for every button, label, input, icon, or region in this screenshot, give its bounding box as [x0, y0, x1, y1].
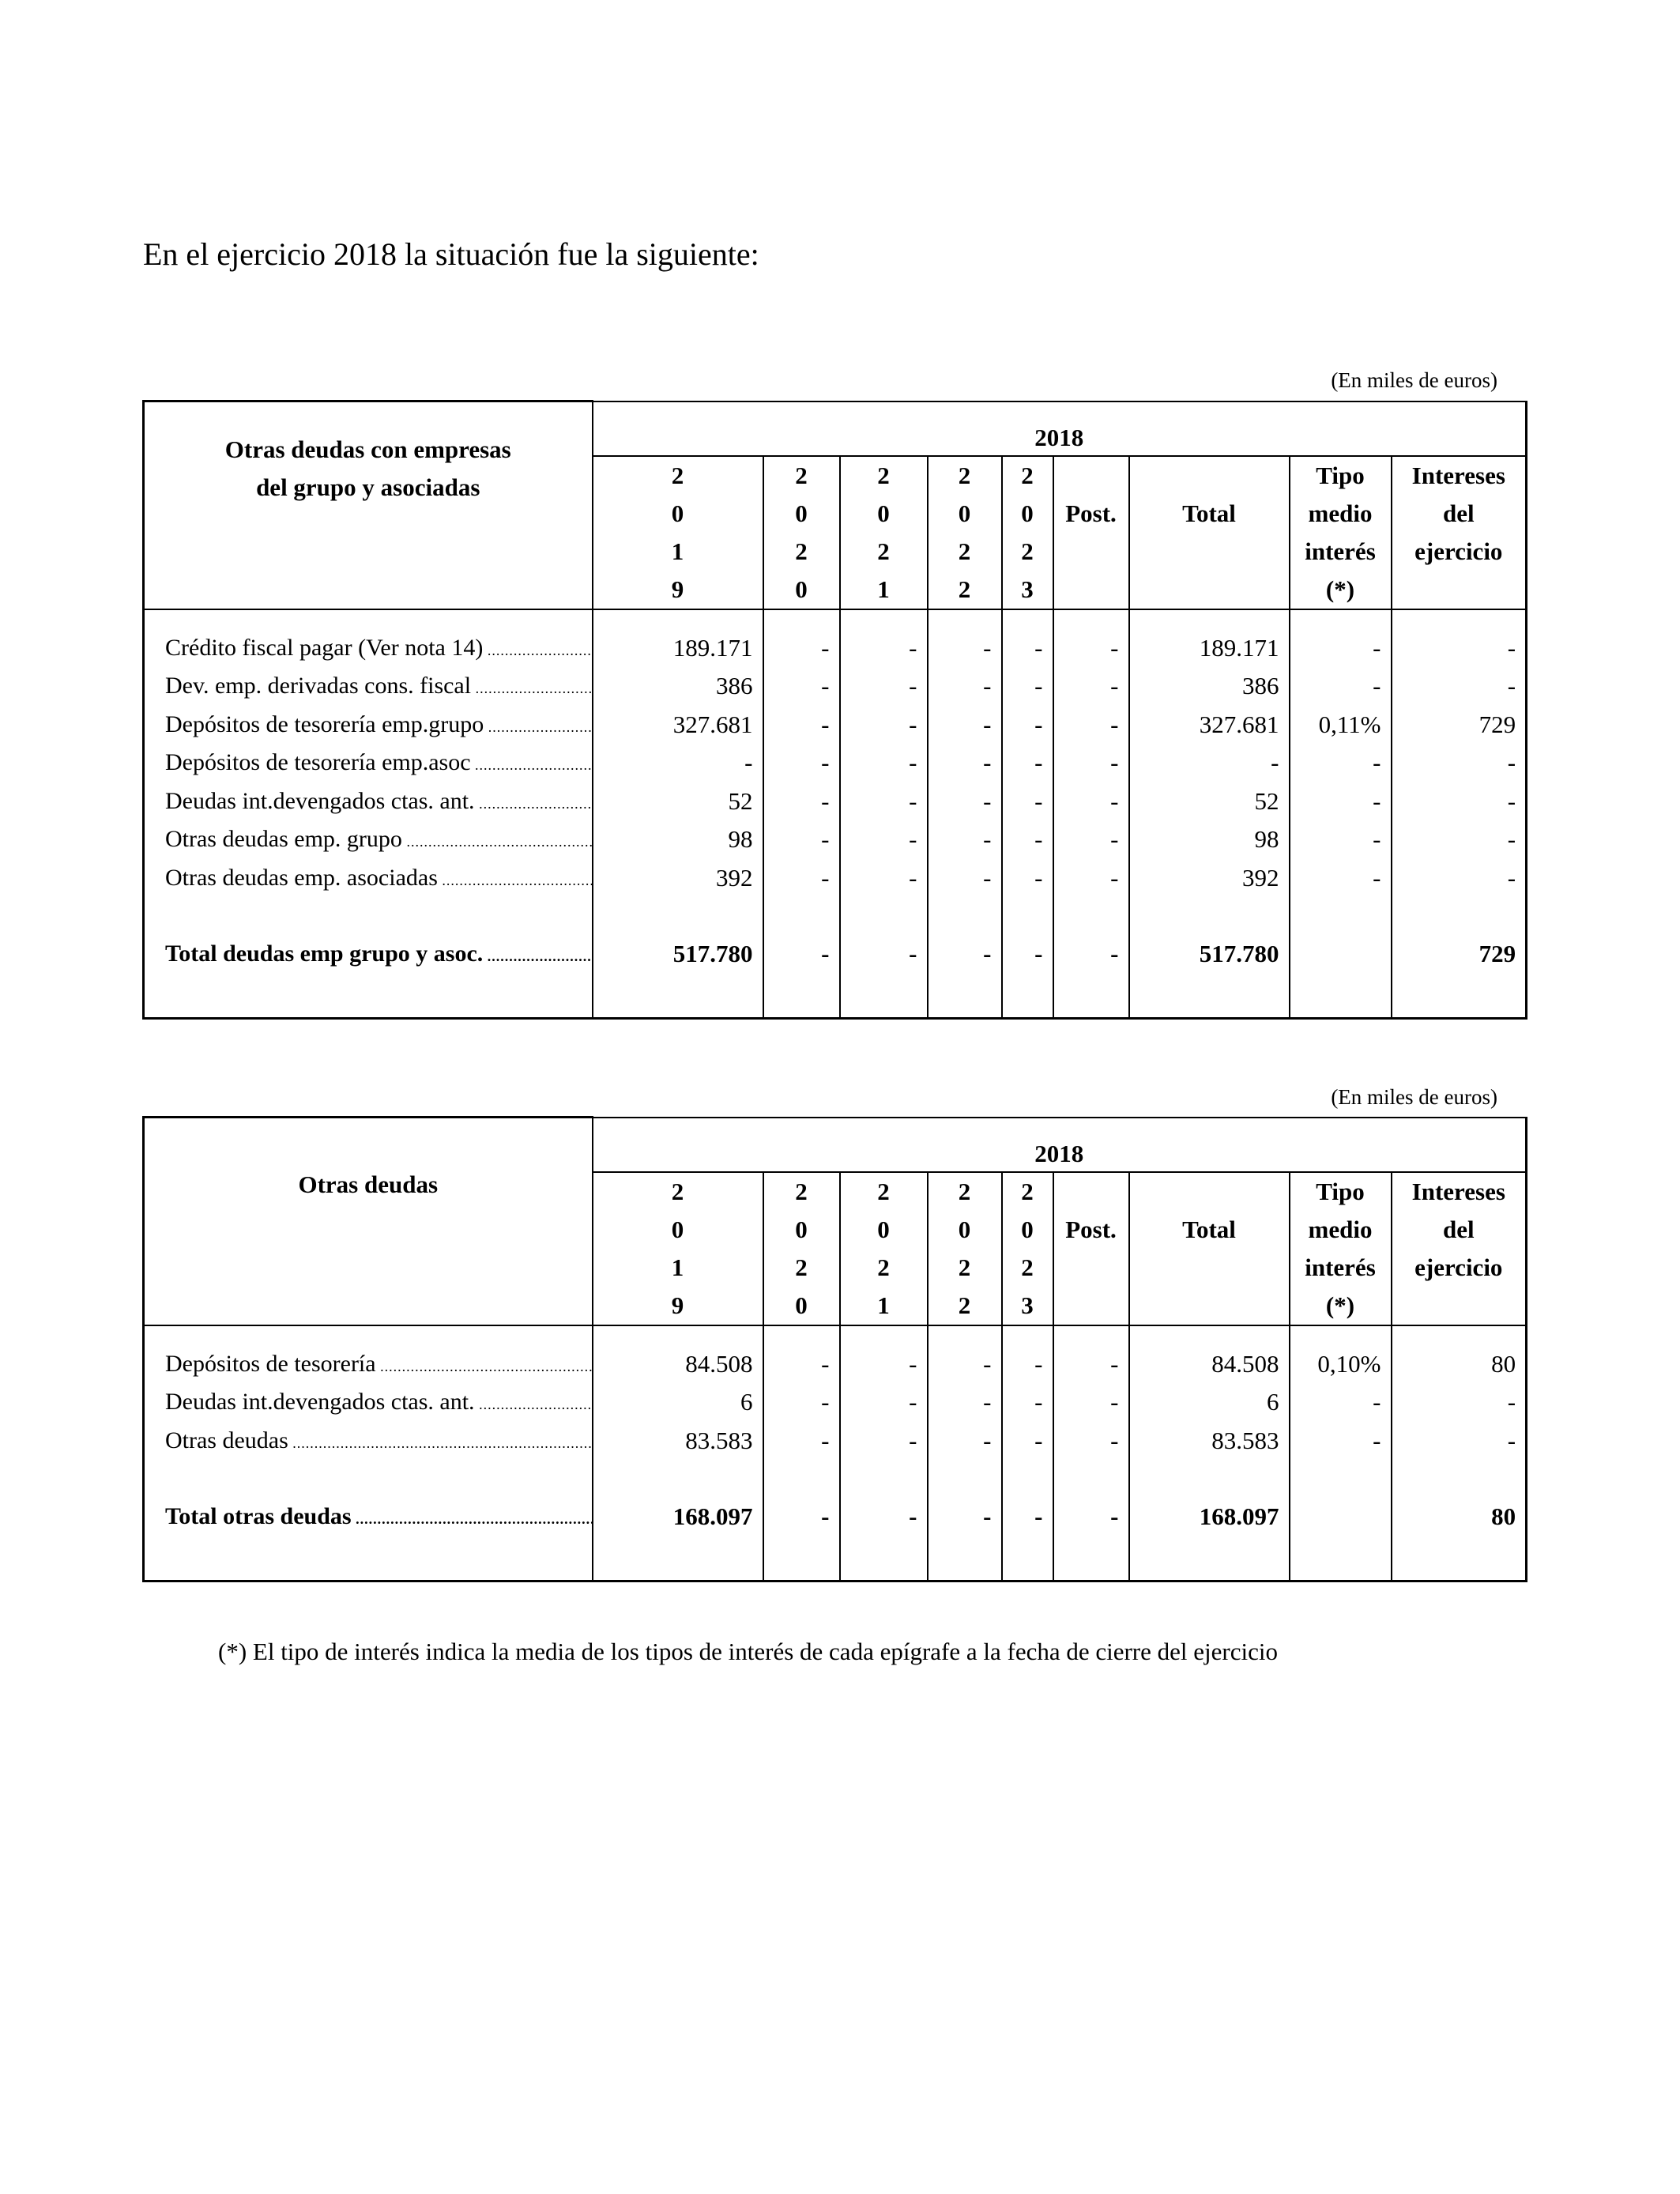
- col-header-y2022: 2: [928, 456, 1002, 495]
- col-header-post: [1053, 456, 1129, 495]
- col-header-y2019: 9: [593, 571, 763, 609]
- total-label: [144, 935, 593, 973]
- cell-value: -: [593, 744, 763, 782]
- spacer: [1392, 1536, 1527, 1581]
- units-label-1: (En miles de euros): [1331, 368, 1497, 392]
- col-header-post: [1053, 1287, 1129, 1325]
- total-value: [1290, 1498, 1392, 1536]
- cell-value: -: [1392, 629, 1527, 668]
- col-header-post: Post.: [1053, 1211, 1129, 1249]
- col-header-tipo: medio: [1290, 495, 1392, 533]
- cell-value: 52: [593, 782, 763, 821]
- row-label-text: Crédito fiscal pagar (Ver nota 14) .....: [165, 635, 592, 662]
- row-label: [144, 1383, 593, 1422]
- cell-value: -: [1053, 629, 1129, 668]
- col-header-y2023: 3: [1002, 571, 1053, 609]
- col-header-y2019: 1: [593, 1249, 763, 1287]
- total-label-text: Total deudas emp grupo y asoc. .....: [165, 941, 592, 967]
- total-value: -: [928, 1498, 1002, 1536]
- total-label-text: Total otras deudas .....: [165, 1503, 592, 1530]
- table-row: [144, 667, 1527, 706]
- cell-value: -: [1002, 820, 1053, 859]
- col-header-y2021: 0: [840, 495, 928, 533]
- cell-value: 0,11%: [1290, 706, 1392, 745]
- cell-value: 392: [593, 859, 763, 898]
- cell-value: 0,10%: [1290, 1345, 1392, 1384]
- spacer: [1002, 609, 1053, 629]
- cell-value: 327.681: [1129, 706, 1290, 745]
- col-header-y2022: 2: [928, 571, 1002, 609]
- col-header-post: [1053, 1249, 1129, 1287]
- spacer: [144, 973, 593, 1019]
- table-row: [144, 629, 1527, 668]
- debts-group-table: [142, 400, 1527, 1020]
- spacer: [144, 1536, 593, 1581]
- cell-value: -: [763, 1422, 840, 1461]
- cell-value: 80: [1392, 1345, 1527, 1384]
- cell-value: -: [1002, 629, 1053, 668]
- col-header-intereses: Intereses: [1392, 1172, 1527, 1211]
- spacer: [763, 897, 840, 935]
- cell-value: 6: [593, 1383, 763, 1422]
- col-header-intereses: del: [1392, 495, 1527, 533]
- cell-value: -: [1290, 859, 1392, 898]
- col-header-y2022: 0: [928, 1211, 1002, 1249]
- col-header-y2023: 0: [1002, 1211, 1053, 1249]
- cell-value: -: [1053, 859, 1129, 898]
- col-header-total: [1129, 456, 1290, 495]
- total-value: [1290, 935, 1392, 973]
- spacer: [1392, 609, 1527, 629]
- spacer: [763, 1536, 840, 1581]
- row-label-text: Otras deudas .....: [165, 1427, 592, 1454]
- cell-value: -: [928, 706, 1002, 745]
- table2-title-line: Otras deudas: [298, 1171, 439, 1198]
- spacer: [840, 1536, 928, 1581]
- spacer: [1053, 1460, 1129, 1498]
- cell-value: -: [1002, 667, 1053, 706]
- col-header-y2019: 9: [593, 1287, 763, 1325]
- spacer: [144, 1460, 593, 1498]
- cell-value: -: [1129, 744, 1290, 782]
- total-value: 168.097: [1129, 1498, 1290, 1536]
- col-header-total: Total: [1129, 1211, 1290, 1249]
- col-header-post: [1053, 1172, 1129, 1211]
- spacer: [1002, 1325, 1053, 1345]
- col-header-y2021: 1: [840, 571, 928, 609]
- cell-value: -: [840, 744, 928, 782]
- intro-text: En el ejercicio 2018 la situación fue la siguiente:: [143, 236, 759, 272]
- col-header-tipo: interés: [1290, 533, 1392, 571]
- cell-value: -: [840, 1345, 928, 1384]
- table1-title: [144, 401, 593, 609]
- col-header-y2022: 2: [928, 533, 1002, 571]
- spacer: [1392, 897, 1527, 935]
- row-label: [144, 1345, 593, 1384]
- col-header-tipo: (*): [1290, 1287, 1392, 1325]
- spacer: [840, 897, 928, 935]
- col-header-total: [1129, 1172, 1290, 1211]
- col-header-post: [1053, 533, 1129, 571]
- col-header-y2020: 0: [763, 1211, 840, 1249]
- table-row: [144, 1345, 1527, 1384]
- col-header-tipo: Tipo: [1290, 1172, 1392, 1211]
- spacer: [593, 973, 763, 1019]
- cell-value: -: [1002, 706, 1053, 745]
- total-value: -: [1053, 1498, 1129, 1536]
- col-header-post: [1053, 571, 1129, 609]
- cell-value: -: [1053, 706, 1129, 745]
- spacer: [928, 1536, 1002, 1581]
- cell-value: -: [840, 1422, 928, 1461]
- total-row: [144, 935, 1527, 973]
- row-label-text: Depósitos de tesorería emp.grupo .....: [165, 711, 592, 738]
- cell-value: -: [763, 706, 840, 745]
- spacer: [1002, 897, 1053, 935]
- spacer: [763, 1460, 840, 1498]
- cell-value: -: [763, 859, 840, 898]
- spacer: [1392, 1325, 1527, 1345]
- cell-value: -: [1002, 744, 1053, 782]
- table-row: [144, 859, 1527, 898]
- col-header-y2023: 2: [1002, 456, 1053, 495]
- total-value: 517.780: [1129, 935, 1290, 973]
- col-header-y2020: 0: [763, 1287, 840, 1325]
- col-header-y2019: 1: [593, 533, 763, 571]
- spacer: [1129, 973, 1290, 1019]
- cell-value: -: [928, 859, 1002, 898]
- col-header-y2022: 2: [928, 1249, 1002, 1287]
- cell-value: -: [840, 859, 928, 898]
- cell-value: -: [840, 782, 928, 821]
- col-header-tipo: Tipo: [1290, 456, 1392, 495]
- cell-value: -: [1002, 782, 1053, 821]
- cell-value: -: [1053, 1345, 1129, 1384]
- col-header-total: [1129, 1249, 1290, 1287]
- table1-title-line: del grupo y asociadas: [256, 473, 480, 501]
- col-header-y2019: 0: [593, 1211, 763, 1249]
- cell-value: 189.171: [1129, 629, 1290, 668]
- spacer: [840, 1460, 928, 1498]
- spacer: [593, 897, 763, 935]
- cell-value: -: [763, 1345, 840, 1384]
- spacer: [1392, 1460, 1527, 1498]
- table-row: [144, 820, 1527, 859]
- cell-value: 83.583: [593, 1422, 763, 1461]
- col-header-y2021: 2: [840, 456, 928, 495]
- row-label: [144, 1422, 593, 1461]
- col-header-intereses: ejercicio: [1392, 1249, 1527, 1287]
- spacer: [1002, 973, 1053, 1019]
- cell-value: 386: [593, 667, 763, 706]
- cell-value: -: [763, 782, 840, 821]
- cell-value: -: [1290, 744, 1392, 782]
- footnote: (*) El tipo de interés indica la media de los tipos de interés de cada epígrafe a la fecha de cierre del ejercicio: [218, 1638, 1278, 1665]
- col-header-intereses: Intereses: [1392, 456, 1527, 495]
- table-row: [144, 1422, 1527, 1461]
- cell-value: -: [1290, 782, 1392, 821]
- col-header-total: [1129, 1287, 1290, 1325]
- row-label-text: Deudas int.devengados ctas. ant. .....: [165, 788, 592, 815]
- total-row: [144, 1498, 1527, 1536]
- col-header-y2022: 2: [928, 1287, 1002, 1325]
- col-header-y2021: 1: [840, 1287, 928, 1325]
- col-header-y2022: 0: [928, 495, 1002, 533]
- col-header-y2021: 2: [840, 533, 928, 571]
- cell-value: -: [1290, 629, 1392, 668]
- cell-value: 392: [1129, 859, 1290, 898]
- row-label: [144, 859, 593, 898]
- col-header-y2019: 2: [593, 456, 763, 495]
- spacer: [763, 973, 840, 1019]
- spacer: [928, 609, 1002, 629]
- col-header-total: [1129, 571, 1290, 609]
- cell-value: -: [1053, 820, 1129, 859]
- table-row: [144, 744, 1527, 782]
- cell-value: -: [1392, 667, 1527, 706]
- spacer: [1053, 973, 1129, 1019]
- cell-value: -: [928, 667, 1002, 706]
- spacer: [1290, 1460, 1392, 1498]
- col-header-y2021: 2: [840, 1172, 928, 1211]
- row-label-text: Depósitos de tesorería .....: [165, 1351, 592, 1378]
- cell-value: -: [928, 1345, 1002, 1384]
- cell-value: 98: [593, 820, 763, 859]
- total-value: -: [928, 935, 1002, 973]
- spacer: [928, 1460, 1002, 1498]
- spacer: [1290, 1325, 1392, 1345]
- units-label-2: (En miles de euros): [1331, 1085, 1497, 1109]
- col-header-y2020: 0: [763, 495, 840, 533]
- table2-title: [144, 1118, 593, 1325]
- col-header-tipo: medio: [1290, 1211, 1392, 1249]
- total-value: -: [840, 1498, 928, 1536]
- table1-title-line: Otras deudas con empresas: [224, 435, 511, 463]
- spacer: [1290, 1536, 1392, 1581]
- col-header-y2020: 2: [763, 1172, 840, 1211]
- cell-value: -: [1392, 859, 1527, 898]
- cell-value: 84.508: [593, 1345, 763, 1384]
- col-header-intereses: [1392, 571, 1527, 609]
- total-value: -: [763, 1498, 840, 1536]
- row-label-text: Dev. emp. derivadas cons. fiscal .....: [165, 673, 592, 699]
- year-header: 2018: [593, 401, 1527, 456]
- col-header-y2019: 2: [593, 1172, 763, 1211]
- cell-value: -: [1392, 744, 1527, 782]
- cell-value: -: [1053, 1422, 1129, 1461]
- row-label: [144, 629, 593, 668]
- spacer: [593, 1325, 763, 1345]
- total-value: -: [1002, 1498, 1053, 1536]
- total-value: 517.780: [593, 935, 763, 973]
- col-header-y2023: 2: [1002, 533, 1053, 571]
- spacer: [1290, 897, 1392, 935]
- spacer: [928, 1325, 1002, 1345]
- col-header-tipo: (*): [1290, 571, 1392, 609]
- spacer: [840, 1325, 928, 1345]
- col-header-y2020: 0: [763, 571, 840, 609]
- row-label-text: Deudas int.devengados ctas. ant. .....: [165, 1389, 592, 1416]
- row-label: [144, 667, 593, 706]
- col-header-y2023: 0: [1002, 495, 1053, 533]
- col-header-y2020: 2: [763, 1249, 840, 1287]
- total-value: 80: [1392, 1498, 1527, 1536]
- row-label: [144, 706, 593, 745]
- col-header-y2020: 2: [763, 456, 840, 495]
- spacer: [1129, 897, 1290, 935]
- other-debts-table: [142, 1116, 1527, 1582]
- col-header-y2020: 2: [763, 533, 840, 571]
- col-header-total: [1129, 533, 1290, 571]
- spacer: [1129, 1325, 1290, 1345]
- spacer: [840, 609, 928, 629]
- cell-value: -: [928, 744, 1002, 782]
- cell-value: -: [840, 629, 928, 668]
- col-header-post: Post.: [1053, 495, 1129, 533]
- cell-value: 6: [1129, 1383, 1290, 1422]
- total-label: [144, 1498, 593, 1536]
- col-header-intereses: del: [1392, 1211, 1527, 1249]
- spacer: [1290, 609, 1392, 629]
- row-label: [144, 782, 593, 821]
- cell-value: -: [763, 1383, 840, 1422]
- cell-value: -: [1392, 1383, 1527, 1422]
- cell-value: 84.508: [1129, 1345, 1290, 1384]
- total-value: -: [763, 935, 840, 973]
- spacer: [1290, 973, 1392, 1019]
- cell-value: -: [1392, 820, 1527, 859]
- total-value: -: [1053, 935, 1129, 973]
- spacer: [1129, 1460, 1290, 1498]
- col-header-y2021: 2: [840, 1249, 928, 1287]
- cell-value: -: [763, 820, 840, 859]
- cell-value: -: [840, 706, 928, 745]
- spacer: [1053, 609, 1129, 629]
- cell-value: -: [928, 1383, 1002, 1422]
- row-label-text: Otras deudas emp. asociadas .....: [165, 865, 592, 892]
- col-header-y2022: 2: [928, 1172, 1002, 1211]
- cell-value: -: [1002, 1422, 1053, 1461]
- spacer: [144, 1325, 593, 1345]
- spacer: [763, 609, 840, 629]
- cell-value: -: [928, 629, 1002, 668]
- cell-value: 98: [1129, 820, 1290, 859]
- cell-value: -: [1053, 667, 1129, 706]
- total-value: 729: [1392, 935, 1527, 973]
- spacer: [1053, 897, 1129, 935]
- cell-value: -: [1002, 1383, 1053, 1422]
- col-header-intereses: ejercicio: [1392, 533, 1527, 571]
- col-header-y2023: 3: [1002, 1287, 1053, 1325]
- cell-value: -: [763, 629, 840, 668]
- spacer: [1392, 973, 1527, 1019]
- total-value: -: [840, 935, 928, 973]
- spacer: [593, 609, 763, 629]
- cell-value: 189.171: [593, 629, 763, 668]
- cell-value: -: [1053, 1383, 1129, 1422]
- cell-value: 386: [1129, 667, 1290, 706]
- spacer: [763, 1325, 840, 1345]
- spacer: [1129, 609, 1290, 629]
- spacer: [928, 973, 1002, 1019]
- cell-value: -: [1290, 1422, 1392, 1461]
- cell-value: -: [1002, 859, 1053, 898]
- table-row: [144, 782, 1527, 821]
- cell-value: -: [1053, 744, 1129, 782]
- cell-value: -: [763, 667, 840, 706]
- cell-value: -: [928, 1422, 1002, 1461]
- spacer: [593, 1460, 763, 1498]
- spacer: [1053, 1536, 1129, 1581]
- cell-value: -: [840, 1383, 928, 1422]
- col-header-y2021: 0: [840, 1211, 928, 1249]
- spacer: [1129, 1536, 1290, 1581]
- col-header-tipo: interés: [1290, 1249, 1392, 1287]
- table-row: [144, 706, 1527, 745]
- cell-value: -: [928, 782, 1002, 821]
- table-row: [144, 1383, 1527, 1422]
- spacer: [1053, 1325, 1129, 1345]
- col-header-total: Total: [1129, 495, 1290, 533]
- cell-value: -: [1392, 782, 1527, 821]
- total-value: 168.097: [593, 1498, 763, 1536]
- cell-value: -: [1290, 820, 1392, 859]
- cell-value: -: [763, 744, 840, 782]
- col-header-intereses: [1392, 1287, 1527, 1325]
- spacer: [144, 897, 593, 935]
- row-label: [144, 820, 593, 859]
- spacer: [1002, 1460, 1053, 1498]
- spacer: [928, 897, 1002, 935]
- year-header: 2018: [593, 1118, 1527, 1172]
- cell-value: 327.681: [593, 706, 763, 745]
- cell-value: -: [1053, 782, 1129, 821]
- total-value: -: [1002, 935, 1053, 973]
- col-header-y2019: 0: [593, 495, 763, 533]
- cell-value: 52: [1129, 782, 1290, 821]
- cell-value: 729: [1392, 706, 1527, 745]
- cell-value: -: [840, 667, 928, 706]
- row-label: [144, 744, 593, 782]
- cell-value: -: [1290, 667, 1392, 706]
- cell-value: -: [928, 820, 1002, 859]
- row-label-text: Otras deudas emp. grupo .....: [165, 826, 592, 853]
- cell-value: 83.583: [1129, 1422, 1290, 1461]
- spacer: [144, 609, 593, 629]
- spacer: [1002, 1536, 1053, 1581]
- spacer: [840, 973, 928, 1019]
- row-label-text: Depósitos de tesorería emp.asoc .....: [165, 749, 592, 776]
- col-header-y2023: 2: [1002, 1249, 1053, 1287]
- cell-value: -: [840, 820, 928, 859]
- cell-value: -: [1002, 1345, 1053, 1384]
- cell-value: -: [1392, 1422, 1527, 1461]
- col-header-y2023: 2: [1002, 1172, 1053, 1211]
- spacer: [593, 1536, 763, 1581]
- cell-value: -: [1290, 1383, 1392, 1422]
